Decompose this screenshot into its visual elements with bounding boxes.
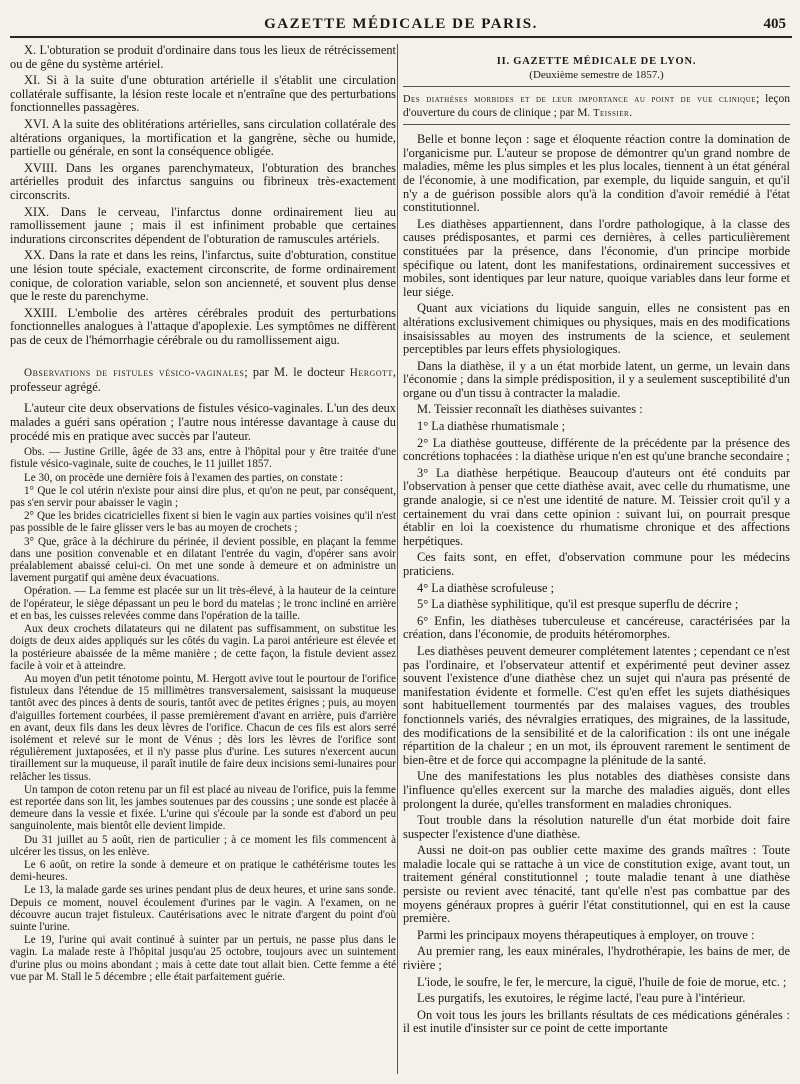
conclusion-paragraph: X. L'obturation se produit d'ordinaire dans tous les lieux de rétrécissement ou de gêne du système artériel. — [10, 43, 396, 71]
observation-paragraph: Le 6 août, on retire la sonde à demeure et on pratique le cathétérisme toutes les demi-heures. — [10, 858, 396, 884]
body-paragraph: Les diathèses peuvent demeurer complétement latentes ; cependant ce n'est pas l'ordinaire, et l'observateur attentif et expérimenté peut deviner assez souvent l'existence d'une diathèse chez un sujet qui n'aura pas présenté de manifestation évidente et formelle. C'est qu'en effet les sujets diathésiques sont habituellement tourmentés par des malaises vagues, des troubles fonctionnels variés, des névralgies erratiques, des migraines, de la lassitude, des modifications de la sensibilité et de la calorification : ils ont une inégale répartition de la chaleur ; en un mot, ils éprouvent rarement le sentiment de bien-être et de force qui accompagne la plénitude de la santé. — [403, 643, 790, 767]
running-title: GAZETTE MÉDICALE DE PARIS. — [264, 16, 538, 32]
body-paragraph: Dans la diathèse, il y a un état morbide latent, un germe, un levain dans l'économie ; dans la simple prédisposition, il y a seulement susceptibilité d'un organe ou d'un tissu à contracter la maladie. — [403, 358, 790, 400]
article-intro — [10, 402, 396, 443]
right-column — [403, 44, 790, 1039]
conclusions-list — [10, 44, 396, 347]
article-title-diatheses — [403, 86, 790, 125]
body-paragraph: Belle et bonne leçon : sage et éloquente réaction contre la domination de l'organicisme pur. L'auteur se propose de démontrer qu'un grand nombre de maladies, même les plus simples et les plus locales, tiennent à un état général de l'économie, à une modification, par exemple, du liquide sanguin, et qu'il n'y a de guérison possible alors qu'à la condition d'avoir remédié à l'état constitutionnel. — [403, 132, 790, 215]
article-title-caps: Observations de fistules vésico-vaginales — [24, 367, 245, 380]
observation-paragraph: Au moyen d'un petit ténotome pointu, M. Hergott avive tout le pourtour de l'orifice fistuleux dans l'étendue de 15 millimètres transversalement, saisissant la muqueuse tantôt avec des pinces à dents de souris, tantôt avec de petites érignes ; puis, au moyen d'aiguilles fortement courbées, il passe premièrement d'avant en arrière, puis d'arrière en avant, deux fils dans les deux lèvres de l'orifice. Chacun de ces fils est alors serré isolément et relevé sur le mont de Vénus ; dès lors les lèvres de l'orifice sont régulièrement juxtaposées, et il n'y passe plus d'urine. Les sutures n'exercent aucun tiraillement sur la muqueuse, il paraît inutile de faire deux incisions semi-lunaires pour relâcher les tissus. — [10, 672, 396, 783]
body-paragraph: On voit tous les jours les brillants résultats de ces médications générales : il est inutile d'insister sur ce point de cette importante — [403, 1007, 790, 1036]
body-paragraph: 4° La diathèse scrofuleuse ; — [417, 580, 555, 595]
observation-paragraph: Obs. — Justine Grille, âgée de 33 ans, entre à l'hôpital pour y être traitée d'une fistule vésico-vaginale, suite de couches, le 11 juillet 1857. — [10, 446, 396, 471]
observation-paragraph: 3° Que, grâce à la déchirure du périnée, il devient possible, en plaçant la femme dans une position convenable et en dilatant l'entrée du vagin, d'opérer sans avoir préalablement abaissé celui-ci. On met une sonde à demeure et on administre un lavement purgatif qui amène deux évacuations. — [10, 535, 396, 585]
body-paragraph: Au premier rang, les eaux minérales, l'hydrothérapie, les bains de mer, de rivière ; — [403, 944, 790, 973]
conclusion-paragraph: XIX. Dans le cerveau, l'infarctus donne ordinairement lieu au ramollissement jaune ; mais il est infiniment probable que certaines indurations circonscrites dépendent de l'obturation de ramuscules artériels. — [10, 204, 396, 246]
body-paragraph: Quant aux viciations du liquide sanguin, elles ne consistent pas en altérations exclusivement chimiques ou physiques, mais en des modifications insaisissables au moyen des instruments de la science, et seulement perceptibles par leurs effets physiologiques. — [403, 301, 790, 357]
body-paragraph: 3° La diathèse herpétique. Beaucoup d'auteurs ont été conduits par l'observation à penser que cette diathèse avait, avec celle du rhumatisme, une grande analogie, si ce n'est une identité de nature. M. Teissier croit qu'il y a certainement du vrai dans cette opinion : suivant lui, on pourrait presque établir en loi la coexistence du rhumatisme chronique et des affections herpétiques. — [403, 465, 790, 548]
body-paragraph: Tout trouble dans la résolution naturelle d'un état morbide doit faire suspecter l'existence d'une diathèse. — [403, 813, 790, 841]
page-number: 405 — [763, 16, 786, 32]
body-paragraph: 6° Enfin, les diathèses tuberculeuse et cancéreuse, caractérisées par la création, dans l'économie, de produits hétéromorphes. — [403, 613, 790, 642]
column-divider — [397, 44, 398, 1074]
body-paragraph: L'iode, le soufre, le fer, le mercure, la ciguë, l'huile de foie de morue, etc. ; — [417, 974, 787, 989]
body-paragraph: 2° La diathèse goutteuse, différente de la précédente par la présence des concrétions tophacées : la diathèse urique n'en est qu'une branche secondaire ; — [403, 435, 790, 464]
observation-paragraph: Du 31 juillet au 5 août, rien de particulier ; à ce moment les fils commencent à ulcérer les tissus, on les enlève. — [10, 833, 396, 858]
body-paragraph: Ces faits sont, en effet, d'observation commune pour les médecins praticiens. — [403, 550, 790, 578]
article-title-mid: ; par M. le docteur — [244, 365, 345, 380]
observation-paragraph: 2° Que les brides cicatricielles fixent si bien le vagin aux parties voisines qu'il n'est pas possible de le faire glisser vers le bas au moyen de crochets ; — [10, 510, 396, 535]
body-paragraph: M. Teissier reconnaît les diathèses suivantes : — [417, 402, 643, 417]
conclusion-paragraph: XXIII. L'embolie des artères cérébrales produit des perturbations fonctionnelles analogues à l'attaque d'apoplexie. Les symptômes ne diffèrent pas de ceux de l'hémorrhagie cérébrale ou du ramollissement aigu. — [10, 305, 396, 347]
left-column — [10, 44, 396, 984]
conclusion-paragraph: XI. Si à la suite d'une obturation artérielle il s'établit une circulation collatérale suffisante, la lésion reste locale et n'entraîne que des perturbations fonctionnelles passagères. — [10, 73, 396, 115]
body-paragraph: Les diathèses appartiennent, dans l'ordre pathologique, à la classe des causes prédisposantes, et parmi ces dernières, à celles particulièrement constituées par la présence, dans l'économie, d'un principe morbide spécifique ou latent, dont les manifestations, ordinairement successives et mobiles, sont identiques par leur nature, quoique variables dans leur forme et leur siége. — [403, 216, 790, 299]
article-title-end: , professeur agrégé. — [10, 365, 396, 395]
body-paragraph: 1° La diathèse rhumatismale ; — [417, 419, 566, 434]
observation-paragraph: Le 19, l'urine qui avait continué à suinter par un pertuis, ne passe plus dans le vagin. La malade reste à l'hôpital jusqu'au 25 octobre, toujours avec un suintement d'urine plus ou moins abondant ; mais à cette date tout allait bien. Cette femme a été vue par M. Stall le 5 décembre ; elle était parfaitement guérie. — [10, 934, 396, 983]
body-paragraph: Parmi les principaux moyens thérapeutiques à employer, on trouve : — [417, 927, 755, 942]
body-paragraph: Aussi ne doit-on pas oublier cette maxime des grands maîtres : Toute maladie locale qui se rattache à un vice de constitution exige, avant tout, un traitement général constitutionnel ; toute maladie tenant à une diathèse persiste ou revient avec ténacité, tant qu'elle n'est pas combattue par des moyens généraux propres à guérir l'état constitutionnel, qui en est la cause première. — [403, 843, 790, 926]
observation-paragraph: Aux deux crochets dilatateurs qui ne dilatent pas suffisamment, on substitue les doigts de deux aides appliqués sur les côtés du vagin. La paroi antérieure est élevée et la postérieure abaissée de la même manière ; de cette façon, la fistule devient assez facile à voir et à atteindre. — [10, 623, 396, 672]
body-paragraph: Une des manifestations les plus notables des diathèses consiste dans l'influence qu'elles exercent sur la marche des maladies aiguës, dont elles prolongent la durée, qu'elles transforment en maladies chroniques. — [403, 769, 790, 811]
observation-paragraph: Le 30, on procède une dernière fois à l'examen des parties, on constate : — [24, 471, 343, 484]
article-author: Hergott — [349, 367, 393, 380]
observation-body — [10, 446, 396, 983]
observation-paragraph: Opération. — La femme est placée sur un lit très-élevé, à la hauteur de la ceinture de l'opérateur, le siège dépassant un peu le bord du matelas ; le tronc incliné en arrière et en bas, les cuisses relevées comme dans l'opération de la taille. — [10, 585, 396, 622]
intro-paragraph: L'auteur cite deux observations de fistules vésico-vaginales. L'un des deux malades a guéri sans opération ; l'autre nous intéresse davantage à cause du procédé mis en pratique avec succès par l'auteur. — [10, 401, 396, 443]
lecture-body — [403, 133, 790, 1036]
body-paragraph: 5° La diathèse syphilitique, qu'il est presque superflu de décrire ; — [417, 597, 739, 612]
article-author: Teissier — [593, 107, 630, 119]
observation-paragraph: Un tampon de coton retenu par un fil est placé au niveau de l'orifice, puis la femme est reportée dans son lit, les jambes soutenues par des coussins ; une sonde est placée à demeure dans la vessie et fixée. L'urine qui s'écoule par la sonde est d'abord un peu sanguinolente, mais bientôt elle devient limpide. — [10, 783, 396, 833]
article-title-rest: ; leçon d'ouverture du cours de clinique ; par M. — [403, 93, 791, 119]
section-heading: II. GAZETTE MÉDICALE DE LYON. — [496, 56, 697, 67]
conclusion-paragraph: XVI. A la suite des oblitérations artérielles, sans circulation collatérale des altérations organiques, la mortification et la gangrène, sèche ou humide, partielle ou générale, en sont la conséquence obligée. — [10, 116, 396, 159]
article-title-end: . — [629, 106, 633, 119]
conclusion-paragraph: XVIII. Dans les organes parenchymateux, l'obturation des branches artérielles produit des infarctus sanguins ou fibrineux très-exactement circonscrits. — [10, 160, 396, 202]
conclusion-paragraph: XX. Dans la rate et dans les reins, l'infarctus, suite d'obturation, constitue une lésion toute spéciale, exactement circonscrite, de forme ordinairement conique, de coloration variable, selon son ancienneté, et souvent plus dense que le reste du parenchyme. — [10, 248, 396, 304]
article-title-fistules — [10, 365, 396, 394]
observation-paragraph: 1° Que le col utérin n'existe pour ainsi dire plus, et qu'on ne peut, par conséquent, pas s'en servir pour abaisser le vagin ; — [10, 484, 396, 510]
body-paragraph: Les purgatifs, les exutoires, le régime lacté, l'eau pure à l'intérieur. — [417, 991, 746, 1006]
observation-paragraph: Le 13, la malade garde ses urines pendant plus de deux heures, et urine sans sonde. Depuis ce moment, nouvel écoulement d'urines par le vagin. A l'examen, on ne découvre aucun trajet fistuleux. Cautérisations avec le nitrate d'argent du point d'où suinte l'urine. — [10, 884, 396, 933]
article-title-caps: Des diathèses morbides et de leur importance au point de vue clinique — [403, 94, 757, 105]
page-header — [10, 14, 792, 38]
section-subheading: (Deuxième semestre de 1857.) — [529, 69, 664, 81]
